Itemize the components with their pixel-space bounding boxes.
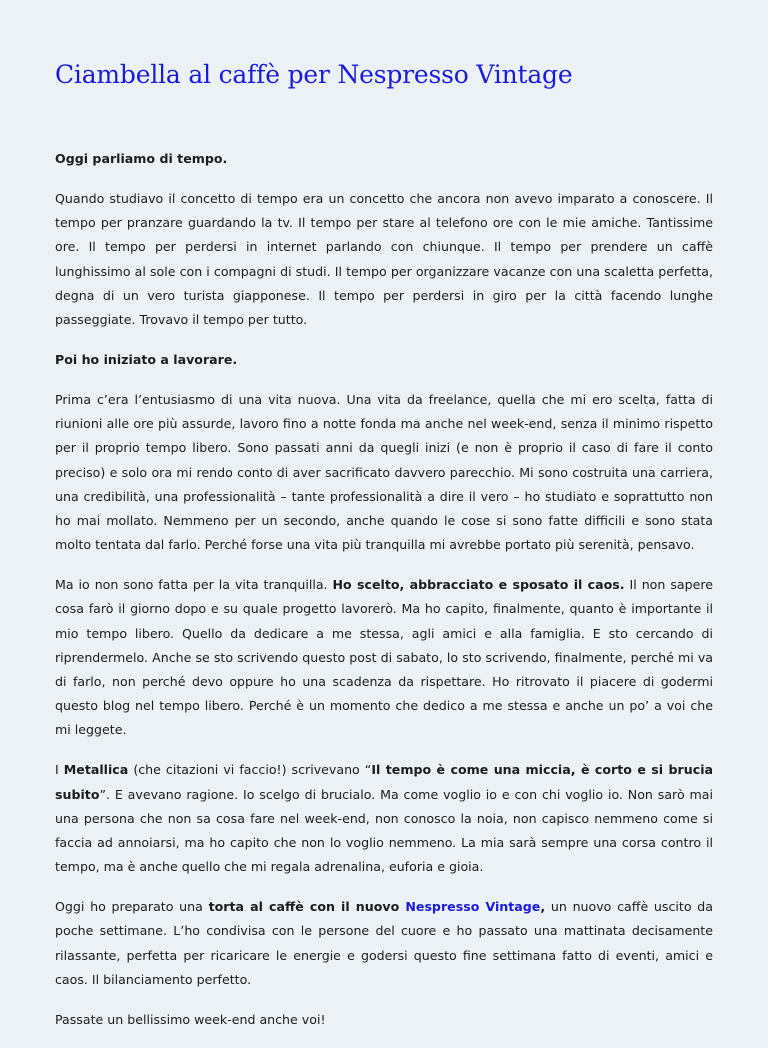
heading-today: Oggi parliamo di tempo. xyxy=(55,151,228,166)
paragraph-6 xyxy=(55,758,713,879)
paragraph-1 xyxy=(55,147,713,171)
nespresso-vintage-link[interactable]: Nespresso Vintage xyxy=(405,899,541,915)
p5-text-a: Ma io non sono fatta per la vita tranquilla. xyxy=(55,577,333,593)
p5-bold: Ho scelto, abbracciato e sposato il caos. xyxy=(332,577,625,593)
p6-text-e: ”. E avevano ragione. Io scelgo di brucialo. Ma come voglio io e con chi voglio io. Non sarò mai una persona che non sa cosa fare nel week-end, non conosco la noia, non capisco nemmeno come si faccia ad annoiarsi, ma ho capito che non lo voglio nemmeno. La mia sarà sempre una corsa contro il tempo, ma è anche quello che mi regala adrenalina, euforia e gioia. xyxy=(55,786,713,875)
p6-text-c: (che citazioni vi faccio!) scrivevano “ xyxy=(128,762,372,778)
p7-comma: , xyxy=(540,899,546,915)
paragraph-2: Quando studiavo il concetto di tempo era un concetto che ancora non avevo imparato a conoscere. Il tempo per pranzare guardando la tv. Il tempo per stare al telefono ore con le mie amiche. Tantissime ore. Il tempo per perdersi in internet parlando con chiunque. Il tempo per prendere un caffè lunghissimo al sole con i compagni di studi. Il tempo per organizzare vacanze con una scaletta perfetta, degna di un vero turista giapponese. Il tempo per perdersi in giro per la città facendo lunghe passeggiate. Trovavo il tempo per tutto. xyxy=(55,191,713,328)
paragraph-7 xyxy=(55,895,713,992)
p7-text-d: un nuovo caffè uscito da poche settimane. L’ho condivisa con le persone del cuore e ho passato una mattinata decisamente rilassante, perfetta per ricaricare le energie e godersi questo fine settimana fatto di eventi, amici e caos. Il bilanciamento perfetto. xyxy=(55,899,713,987)
p6-metallica: Metallica xyxy=(63,762,129,778)
p7-bold: torta al caffè con il nuovo xyxy=(208,899,406,915)
article-body xyxy=(55,147,713,1048)
paragraph-3 xyxy=(55,348,713,372)
paragraph-5 xyxy=(55,573,713,742)
paragraph-4: Prima c’era l’entusiasmo di una vita nuova. Una vita da freelance, quella che mi ero scelta, fatta di riunioni alle ore più assurde, lavoro fino a notte fonda ma anche nel week-end, senza il minimo rispetto per il proprio tempo libero. Sono passati anni da quegli inizi (e non è proprio il caso di fare il conto preciso) e solo ora mi rendo conto di aver sacrificato davvero parecchio. Mi sono costruita una carriera, una credibilità, una professionalità – tante professionalità a dire il vero – ho studiato e soprattutto non ho mai mollato. Nemmeno per un secondo, anche quando le cose si sono fatte difficili e sono stata molto tentata dal farlo. Perché forse una vita più tranquilla mi avrebbe portato più serenità, pensavo. xyxy=(55,392,713,553)
heading-work: Poi ho iniziato a lavorare. xyxy=(55,352,238,368)
p5-text-c: Il non sapere cosa farò il giorno dopo e su quale progetto lavorerò. Ma ho capito, finalmente, quanto è importante il mio tempo libero. Quello da dedicare a me stessa, agli amici e alla famiglia. E sto cercando di riprendermelo. Anche se sto scrivendo questo post di sabato, lo sto scrivendo, finalmente, perché mi va di farlo, non perché devo oppure ho una scadenza da rispettare. Ho ritrovato il piacere di godermi questo blog nel tempo libero. Perché è un momento che dedico a me stessa e anche un po’ a voi che mi leggete. xyxy=(55,577,713,738)
p7-text-a: Oggi ho preparato una xyxy=(55,899,209,915)
paragraph-8: Passate un bellissimo week-end anche voi! xyxy=(55,1011,326,1027)
p6-quote: Il tempo è come una miccia, è corto e si brucia subito xyxy=(55,762,714,802)
p6-text-a: I xyxy=(55,762,64,778)
article-title: Ciambella al caffè per Nespresso Vintage xyxy=(55,60,573,89)
